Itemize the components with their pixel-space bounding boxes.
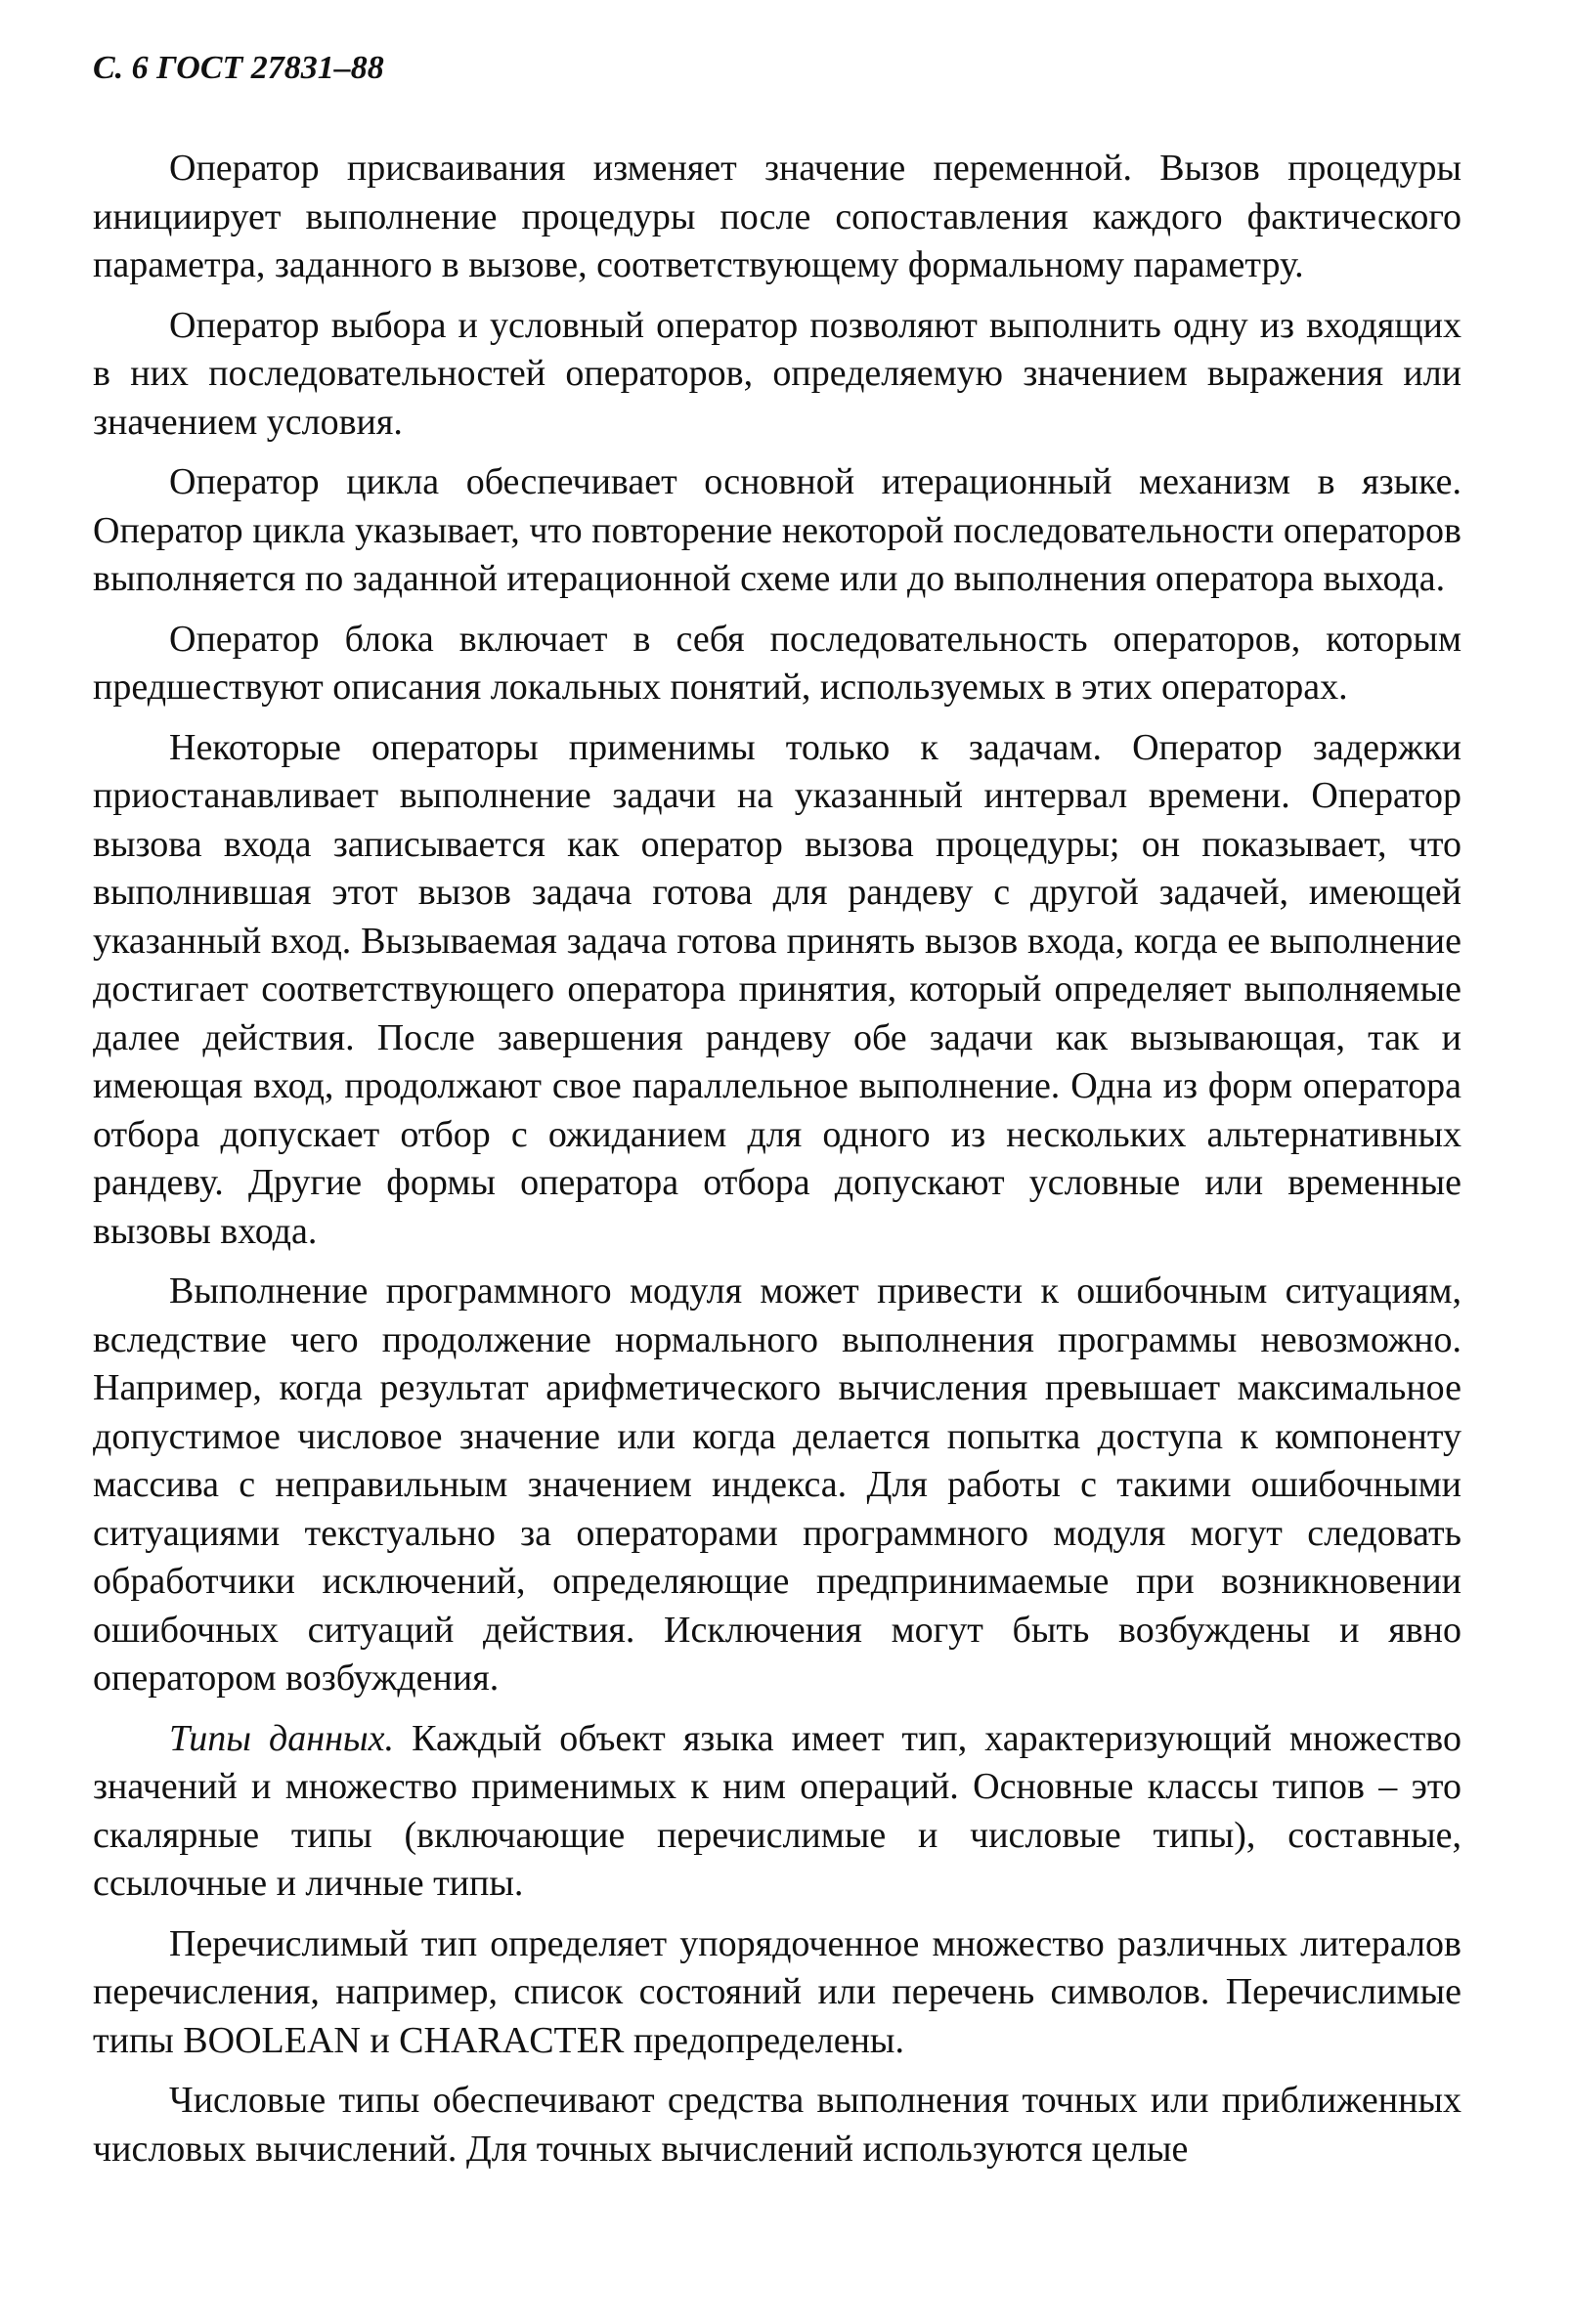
paragraph-numeric: Числовые типы обеспечивают средства выполнения точных или приближенных числовых вычислений. Для точных вычислений используются целые — [93, 2080, 1461, 2170]
paragraph-enumeration: Перечислимый тип определяет упорядоченное множество различных литералов перечисления, например, список состояний или перечень символов. Перечислимые типы BOOLEAN и CHARACTER предопределены. — [93, 1922, 1461, 2061]
body-text — [93, 145, 1461, 2173]
page-header: С. 6 ГОСТ 27831–88 — [93, 50, 384, 86]
data-types-text: Каждый объект языка имеет тип, характеризующий множество значений и множество применимых к ним операций. Основные классы типов – это скалярные типы (включающие перечислимые и числовые типы), составные, ссылочные и личные типы. — [93, 1717, 1461, 1904]
paragraph-loop: Оператор цикла обеспечивает основной итерационный механизм в языке. Оператор цикла указывает, что повторение некоторой последовательности операторов выполняется по заданной итерационной схеме или до выполнения оператора выхода. — [93, 461, 1461, 599]
paragraph-selection: Оператор выбора и условный оператор позволяют выполнить одну из входящих в них последовательностей операторов, определяемую значением выражения или значением условия. — [93, 304, 1461, 443]
paragraph-tasks: Некоторые операторы применимы только к задачам. Оператор задержки приостанавливает выполнение задачи на указанный интервал времени. Оператор вызова входа записывается как оператор вызова процедуры; он показывает, что выполнившая этот вызов задача готова для рандеву с другой задачей, имеющей указанный вход. Вызываемая задача готова принять вызов входа, когда ее выполнение достигает соответствующего оператора принятия, который определяет выполняемые далее действия. После завершения рандеву обе задачи как вызывающая, так и имеющая вход, продолжают свое параллельное выполнение. Одна из форм оператора отбора допускает отбор с ожиданием для одного из нескольких альтернативных рандеву. Другие формы оператора отбора допускают условные или временные вызовы входа. — [93, 726, 1461, 1252]
data-types-lead: Типы данных. — [169, 1717, 395, 1759]
paragraph-block: Оператор блока включает в себя последовательность операторов, которым предшествуют описания локальных понятий, используемых в этих операторах. — [93, 618, 1461, 708]
paragraph-assignment: Оператор присваивания изменяет значение переменной. Вызов процедуры инициирует выполнение процедуры после сопоставления каждого фактического параметра, заданного в вызове, соответствующему формальному параметру. — [93, 148, 1461, 285]
paragraph-exceptions: Выполнение программного модуля может привести к ошибочным ситуациям, вследствие чего продолжение нормального выполнения программы невозможно. Например, когда результат арифметического вычисления превышает максимальное допустимое числовое значение или когда делается попытка доступа к компоненту массива с неправильным значением индекса. Для работы с такими ошибочными ситуациями текстуально за операторами программного модуля могут следовать обработчики исключений, определяющие предпринимаемые при возникновении ошибочных ситуаций действия. Исключения могут быть возбуждены и явно оператором возбуждения. — [93, 1270, 1461, 1699]
paragraph-data-types — [93, 1715, 1461, 1909]
document-page — [93, 49, 1461, 2185]
